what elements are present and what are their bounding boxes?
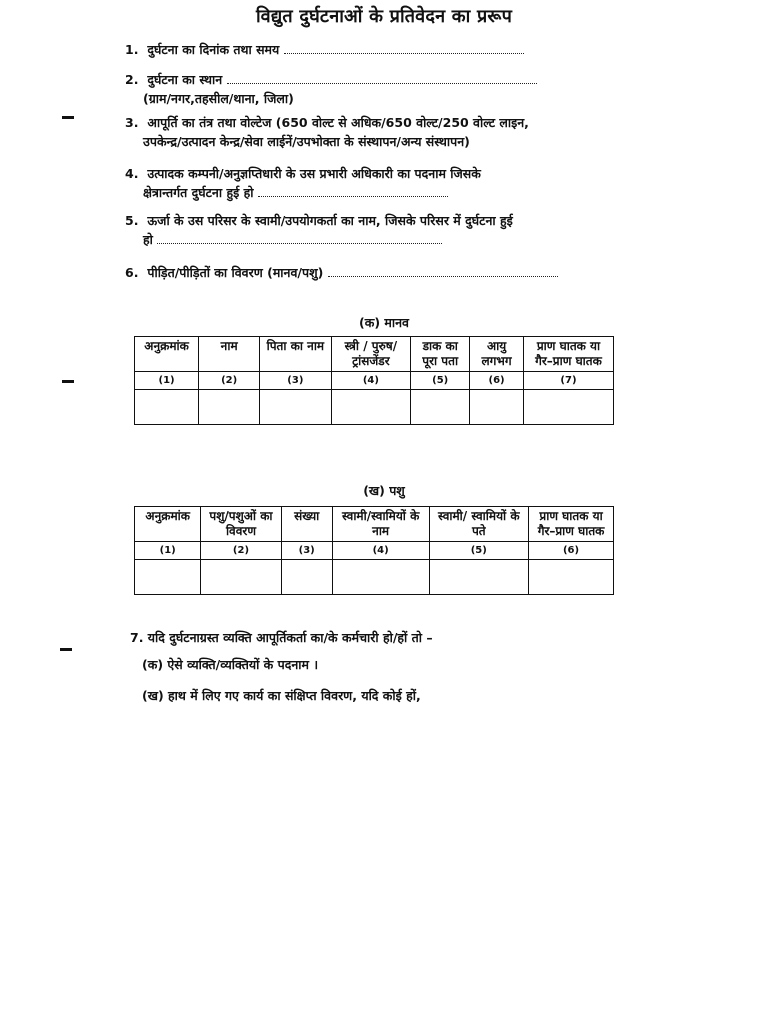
item-2 [125, 70, 625, 108]
item-subtext: उपकेन्द्र/उत्पादन केन्द्र/सेवा लाईनें/उपभोक्ता के संस्थापन/अन्य संस्थापन) [143, 134, 470, 149]
index-cell: (4) [332, 542, 429, 560]
item-number: 2. [125, 72, 139, 87]
header-cell: प्राण घातक या गैर–प्राण घातक [523, 337, 613, 372]
blank-cell [135, 560, 201, 595]
table-blank-row [135, 390, 614, 425]
table-human [134, 336, 614, 425]
index-cell: (7) [523, 372, 613, 390]
item-7: 7. यदि दुर्घटनाग्रस्त व्यक्ति आपूर्तिकर्ता का/के कर्मचारी हो/हों तो – [130, 630, 433, 645]
item-subtext-row [125, 230, 615, 249]
table-header-row [135, 507, 614, 542]
index-cell: (6) [470, 372, 524, 390]
margin-mark [60, 648, 72, 651]
header-cell: अनुक्रमांक [135, 337, 199, 372]
blank-cell [429, 560, 529, 595]
blank-cell [529, 560, 614, 595]
table-animal-caption: (ख) पशु [363, 483, 405, 498]
blank-cell [281, 560, 332, 595]
item-text: आपूर्ति का तंत्र तथा वोल्टेज (650 वोल्ट से अधिक/650 वोल्ट/250 वोल्ट लाइन, [147, 115, 529, 130]
blank-cell [331, 390, 411, 425]
item-text: पीड़ित/पीड़ितों का विवरण (मानव/पशु) [147, 265, 324, 280]
item-text: ऊर्जा के उस परिसर के स्वामी/उपयोगकर्ता का नाम, जिसके परिसर में दुर्घटना हुई [147, 213, 513, 228]
blank-cell [470, 390, 524, 425]
item-number: 6. [125, 265, 139, 280]
item-4 [125, 164, 585, 202]
header-cell: प्राण घातक या गैर–प्राण घातक [529, 507, 614, 542]
item-5 [125, 211, 615, 249]
index-cell: (4) [331, 372, 411, 390]
item-text: उत्पादक कम्पनी/अनुज्ञप्तिधारी के उस प्रभारी अधिकारी का पदनाम जिसके [147, 166, 481, 181]
margin-mark [62, 116, 74, 119]
table-blank-row [135, 560, 614, 595]
blank-cell [332, 560, 429, 595]
index-cell: (3) [281, 542, 332, 560]
item-number: 3. [125, 115, 139, 130]
table-animal [134, 506, 614, 595]
fill-line [227, 71, 537, 84]
item-subtext: हो [143, 232, 153, 247]
header-cell: अनुक्रमांक [135, 507, 201, 542]
header-cell: नाम [199, 337, 260, 372]
blank-cell [260, 390, 331, 425]
item-7-b: (ख) हाथ में लिए गए कार्य का संक्षिप्त विवरण, यदि कोई हों, [142, 688, 421, 703]
header-cell: स्वामी/ स्वामियों के पते [429, 507, 529, 542]
table-index-row [135, 372, 614, 390]
item-text: दुर्घटना का स्थान [147, 72, 223, 87]
item-1 [125, 40, 625, 59]
item-3 [125, 113, 605, 151]
index-cell: (1) [135, 372, 199, 390]
item-subtext-row [125, 183, 585, 202]
fill-line [157, 231, 442, 244]
fill-line [258, 184, 448, 197]
table-human-caption: (क) मानव [359, 315, 409, 330]
blank-cell [199, 390, 260, 425]
header-cell: पिता का नाम [260, 337, 331, 372]
blank-cell [411, 390, 470, 425]
index-cell: (5) [411, 372, 470, 390]
fill-line [328, 264, 558, 277]
blank-cell [523, 390, 613, 425]
item-number: 4. [125, 166, 139, 181]
header-cell: स्त्री / पुरुष/ ट्रांसजेंडर [331, 337, 411, 372]
header-cell: आयु लगभग [470, 337, 524, 372]
header-cell: डाक का पूरा पता [411, 337, 470, 372]
item-number: 1. [125, 42, 139, 57]
index-cell: (5) [429, 542, 529, 560]
item-7-a: (क) ऐसे व्यक्ति/व्यक्तियों के पदनाम । [142, 657, 319, 672]
item-subtext: क्षेत्रान्तर्गत दुर्घटना हुई हो [143, 185, 254, 200]
index-cell: (3) [260, 372, 331, 390]
fill-line [284, 41, 524, 54]
blank-cell [201, 560, 281, 595]
item-6 [125, 263, 625, 282]
table-header-row [135, 337, 614, 372]
table-index-row [135, 542, 614, 560]
margin-mark [62, 380, 74, 383]
index-cell: (1) [135, 542, 201, 560]
index-cell: (2) [199, 372, 260, 390]
header-cell: पशु/पशुओं का विवरण [201, 507, 281, 542]
header-cell: संख्या [281, 507, 332, 542]
index-cell: (2) [201, 542, 281, 560]
item-text: दुर्घटना का दिनांक तथा समय [147, 42, 280, 57]
item-subtext: (ग्राम/नगर,तहसील/थाना, जिला) [143, 91, 294, 106]
header-cell: स्वामी/स्वामियों के नाम [332, 507, 429, 542]
index-cell: (6) [529, 542, 614, 560]
blank-cell [135, 390, 199, 425]
item-number: 5. [125, 213, 139, 228]
page-title: विद्युत दुर्घटनाओं के प्रतिवेदन का प्ररूप [256, 6, 512, 27]
